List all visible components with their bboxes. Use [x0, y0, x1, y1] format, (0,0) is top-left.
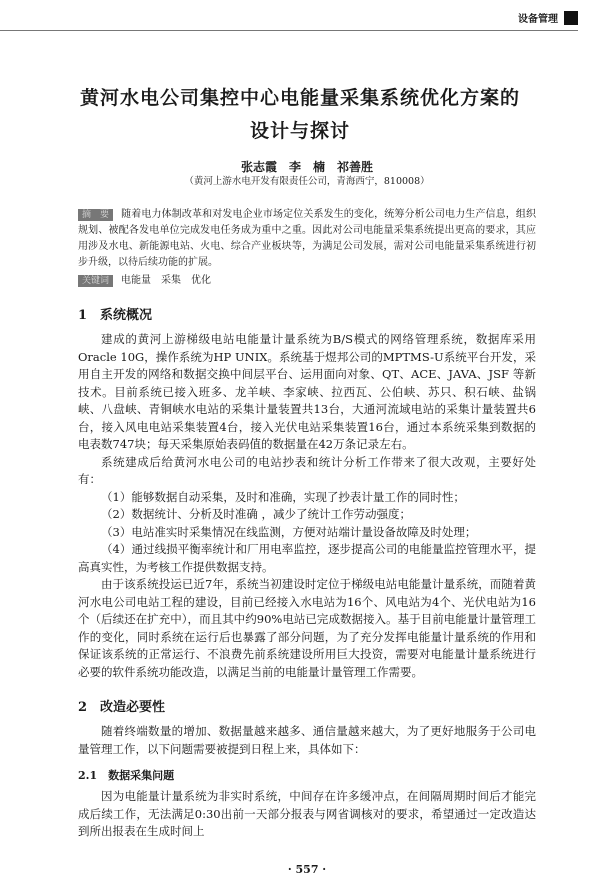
s2-paragraph-2: 因为电能量计量系统为非实时系统，中间存在许多缓冲点，在间隔周期时间后才能完成后续工作，无法满足0:30出前一天部分报表与网省调核对的要求，希望通过一定改造达到所出报表在生成时间上 — [78, 789, 536, 838]
s1-item-1: （1）能够数据自动采集，及时和准确，实现了抄表计量工作的同时性； — [101, 489, 465, 504]
header-block-mark — [564, 11, 578, 25]
s1-item-3: （3）电站准实时采集情况在线监测，方便对站端计量设备故障及时处理； — [101, 524, 477, 539]
page-number: · 557 · — [287, 862, 327, 876]
s1-item-4: （4）通过线损平衡率统计和厂用电率监控，逐步提高公司的电能量监控管理水平，提高真实性，为考核工作提供数据支持。 — [78, 542, 536, 574]
subsection-2-1-heading: 2.1 数据采集问题 — [78, 769, 175, 782]
abstract-text: 随着电力体制改革和对发电企业市场定位关系发生的变化，统筹分析公司电力生产信息，组织规划、被配各发电单位完成发电任务成为重中之重。因此对公司电能量采集系统提出更高的要求，其应用涉及水电、新能源电站、火电、综合产业板块等，为满足公司发展，需对公司电能量采集系统进行初步升级，以待后续功能的扩展。 — [78, 209, 536, 268]
section-1-heading: 1 系统概况 — [78, 308, 153, 323]
running-header — [518, 10, 578, 25]
header-rule — [0, 30, 578, 31]
section-label: 设备管理 — [518, 14, 558, 25]
title-line-2: 设计与探讨 — [249, 120, 350, 142]
s2-paragraph-1: 随着终端数量的增加、数据量越来越多、通信量越来越大，为了更好地服务于公司电量管理工作，以下问题需要被提到日程上来，具体如下： — [78, 724, 536, 756]
keywords-text: 电能量 采集 优化 — [121, 275, 212, 286]
abstract — [78, 207, 536, 271]
affiliation: （黄河上游水电开发有限责任公司，青海西宁，810008） — [184, 176, 430, 187]
s1-paragraph-2: 系统建成后给黄河水电公司的电站抄表和统计分析工作带来了很大改观，主要好处有： — [78, 454, 536, 486]
keywords-label: 关键词 — [78, 275, 113, 287]
s1-item-2: （2）数据统计、分析及时准确 ，减少了统计工作劳动强度； — [101, 507, 411, 521]
authors: 张志霞 李 楠 祁善胜 — [240, 160, 373, 174]
s1-paragraph-3: 由于该系统投运已近7年，系统当初建设时定位于梯级电站电能量计量系统，而随着黄河水电公司电站工程的建设，目前已经接入水电站为16个、风电站为4个、光伏电站为16个（后续还在扩充中），而且其中约90%电站已完成数据接入。基于目前电能量计量管理工作的变化，同时系统在运行后也暴露了部分问题，为了充分发挥电能量计量系统的作用和保证该系统的正常运行、不浪费先前系统建设所用巨大投资，需要对电能量计量系统进行必要的软件系统功能改造，以满足当前的电能量计量管理工作需要。 — [78, 577, 536, 679]
keywords — [78, 273, 536, 289]
s1-paragraph-1: 建成的黄河上游梯级电站电能量计量系统为B/S模式的网络管理系统，数据库采用Oracle 10G，操作系统为HP UNIX。系统基于煜邦公司的MPTMS-U系统平台开发，采用自主开发的网络和数据交换中间层平台、运用面向对象、QT、ACE、JAVA、JSF 等新技术。目前系统已接入班多、龙羊峡、李家峡、拉西瓦、公伯峡、苏只、积石峡、盐锅峡、八盘峡、青铜峡水电站的采集计量装置共13台，大通河流域电站的采集计量装置共6台，接入风电电站采集装置4台，接入光伏电站采集装置16台，通过本系统采集到数据的电表数747块；每天采集原始表码值的数据量在42万条记录左右。 — [78, 332, 536, 451]
abstract-label: 摘 要 — [78, 209, 113, 221]
title-line-1: 黄河水电公司集控中心电能量采集系统优化方案的 — [79, 87, 520, 109]
section-2-heading: 2 改造必要性 — [78, 700, 166, 715]
